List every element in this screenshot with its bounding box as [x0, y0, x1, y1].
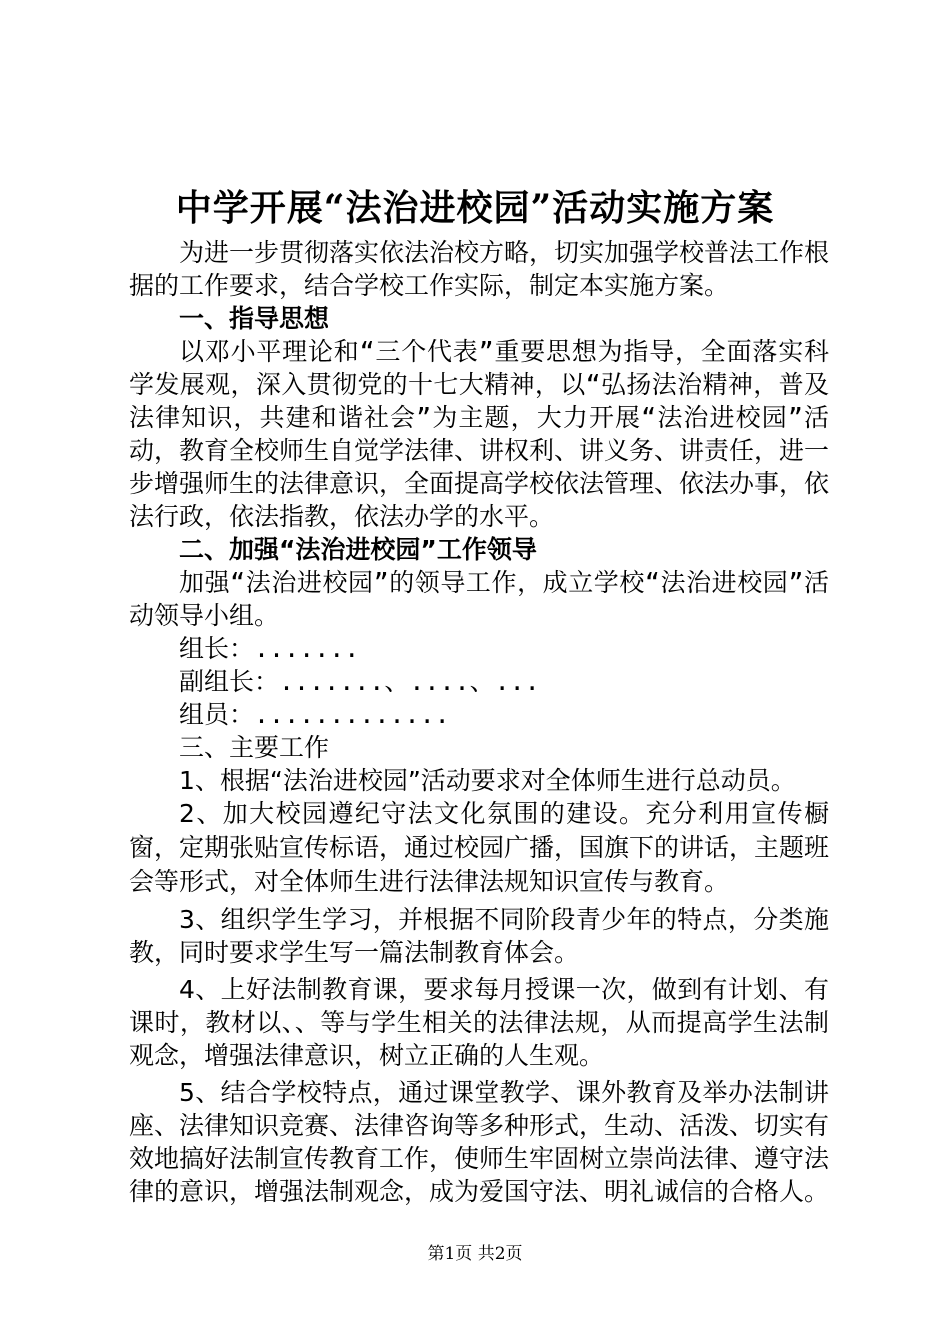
section-heading-main-work: 三、主要工作	[179, 733, 330, 762]
leadership-paragraph: 加强“法治进校园”的领导工作，成立学校“法治进校园”活动领导小组。	[129, 568, 829, 630]
work-item-2	[129, 797, 829, 899]
work-item-4: 4、上好法制教育课，要求每月授课一次，做到有计划、有课时，教材以、、等与学生相关的法律法规，从而提高学生法制观念，增强法律意识，树立正确的人生观。	[129, 975, 829, 1070]
deputy-leader-line: 副组长：.......、....、...	[179, 667, 540, 696]
section-heading-leadership: 二、加强“法治进校园”工作领导	[179, 535, 537, 564]
group-members-line: 组员：.............	[179, 700, 450, 729]
guiding-ideology-paragraph: 以邓小平理论和“三个代表”重要思想为指导，全面落实科学发展观，深入贯彻党的十七大精神，以“弘扬法治精神，普及法律知识，共建和谐社会”为主题，大力开展“法治进校园”活动，教育全校师生自觉学法律、讲权利、讲义务、讲责任，进一步增强师生的法律意识，全面提高学校依法管理、依法办事，依法行政，依法指教，依法办学的水平。	[129, 337, 830, 531]
work-item-1: 1、根据“法治进校园”活动要求对全体师生进行总动员。	[179, 766, 796, 795]
document-title: 中学开展“法治进校园”活动实施方案	[175, 187, 775, 229]
work-item-5: 5、结合学校特点，通过课堂教学、课外教育及举办法制讲座、法律知识竞赛、法律咨询等多种形式，生动、活泼、切实有效地搞好法制宣传教育工作，使师生牢固树立崇尚法律、遵守法律的意识，增强法制观念，成为爱国守法、明礼诚信的合格人。	[129, 1078, 830, 1206]
section-heading-guiding-ideology: 一、指导思想	[179, 304, 330, 333]
work-item-2-detail: 充分利用宣传橱窗，定期张贴宣传标语，通过校园广播，国旗下的讲话，主题班会等形式，对全体师生进行法律法规知识宣传与教育。	[129, 799, 830, 896]
intro-paragraph: 为进一步贯彻落实依法治校方略，切实加强学校普法工作根据的工作要求，结合学校工作实际，制定本实施方案。	[129, 238, 830, 300]
page-number-footer: 第1页 共2页	[427, 1244, 523, 1264]
document-body	[129, 236, 829, 1208]
work-item-2-lead: 2、加大校园遵纪守法文化氛围的建设。	[179, 799, 646, 828]
work-item-3: 3、组织学生学习，并根据不同阶段青少年的特点，分类施教，同时要求学生写一篇法制教育体会。	[129, 905, 829, 967]
group-leader-line: 组长：.......	[179, 634, 360, 663]
